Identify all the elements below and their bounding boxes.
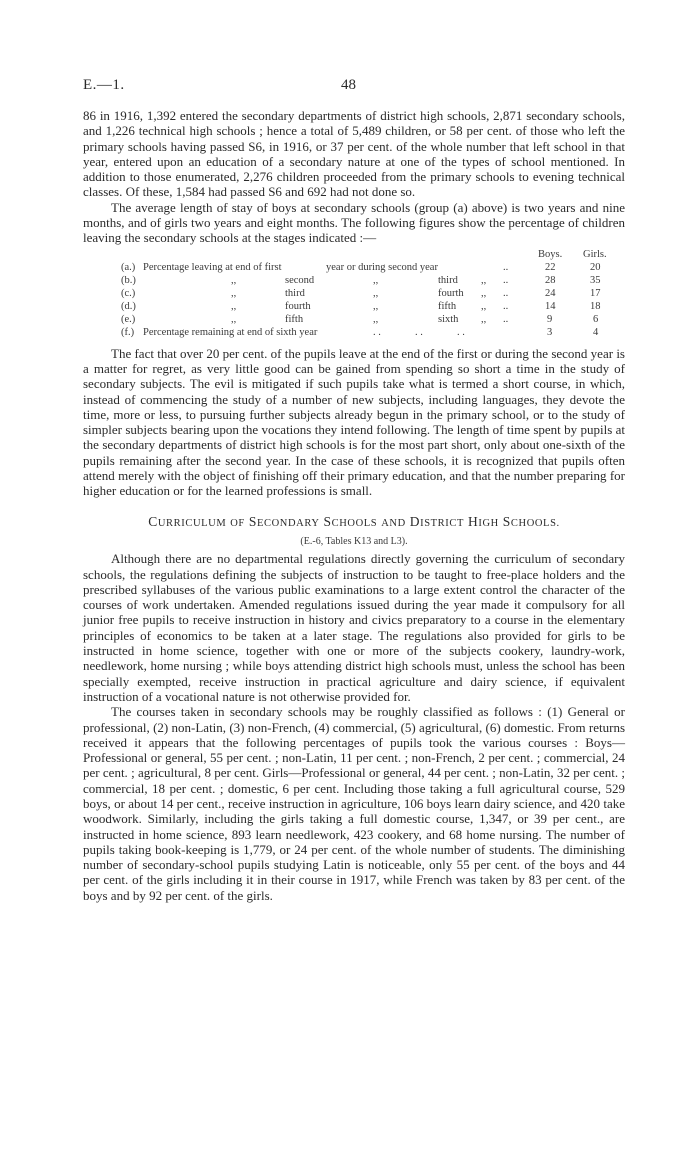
page-number: 48: [341, 77, 356, 93]
row-text: Percentage leaving at end of first: [143, 261, 282, 273]
table-row: [83, 274, 625, 287]
row-dots: . . . . . .: [373, 326, 465, 338]
heading-word: [468, 514, 499, 529]
heading-word: [249, 514, 320, 529]
ditto-mark: ,,: [231, 313, 237, 325]
section-heading: [83, 514, 625, 531]
row-text: sixth: [438, 313, 459, 325]
heading-word: [230, 514, 245, 529]
ditto-mark: ,,: [373, 274, 379, 286]
girls-value: 17: [590, 287, 601, 299]
heading-letters: S: [502, 513, 511, 529]
row-text: fifth: [285, 313, 304, 325]
row-label: (b.): [121, 274, 136, 286]
ditto-mark: ,,: [373, 313, 379, 325]
heading-letters: D: [409, 513, 421, 529]
heading-word: [324, 514, 378, 529]
heading-letters: CHOOLS.: [510, 517, 560, 529]
report-reference: E.—1.: [83, 77, 125, 93]
ditto-mark: ,,: [373, 300, 379, 312]
row-text: fourth: [438, 287, 464, 299]
row-dots: ..: [503, 313, 509, 325]
boys-value: 24: [545, 287, 556, 299]
table-row: [83, 287, 625, 300]
row-label: (e.): [121, 313, 136, 325]
heading-letters: OF: [230, 517, 245, 529]
table-row: [83, 261, 625, 274]
document-page: [83, 78, 625, 903]
paragraph-regulations: Although there are no departmental regulations directly governing the curriculum of secondary schools, the regulations defining the subjects of instruction to be taught to free-place holders and the prescribed syllabuses of the various public examinations to a large extent control the character of the courses of work undertaken. Amended regulations issued during the year made it compulsory for all junior free pupils to receive instruction in history and civics preparatory to a course in the elementary principles of economics to be taken at a later stage. The regulations also provided for girls to be instructed in home science, together with one or more of the subjects cookery, laundry-work, needlework, home nursing ; while boys attending district high schools must, unless the school has been specially exempted, receive instruction in practical agriculture and dairy science, if equivalent instruction of a vocational nature is not otherwise provided for.: [83, 551, 625, 704]
column-header-boys: Boys.: [538, 248, 563, 260]
heading-letters: S: [323, 513, 332, 529]
heading-letters: ISTRICT: [420, 517, 464, 529]
paragraph-length-of-stay: The average length of stay of boys at secondary schools (group (a) above) is two years and nine months, and of girls two years and eight months. The following figures show the percentage of children leaving the secondary schools at the stages indicated :—: [83, 199, 625, 246]
row-label: (d.): [121, 300, 136, 312]
ditto-mark: ,,: [231, 300, 237, 312]
heading-letters: URRICULUM: [157, 517, 227, 529]
ditto-mark: ,,: [481, 313, 487, 325]
row-text: third: [438, 274, 458, 286]
section-reference: (E.-6, Tables K13 and L3).: [300, 535, 408, 547]
ditto-mark: ,,: [481, 274, 487, 286]
paragraph-enrolment: 86 in 1916, 1,392 entered the secondary departments of district high schools, 2,871 secondary schools, and 1,226 technical high schools ; hence a total of 5,489 children, or 58 per cent. of those who left the primary schools having passed S6, in 1916, or 37 per cent. of the whole number that left school in that year, entered upon an education of a secondary nature at one of the types of school mentioned. In addition to those enumerated, 2,276 children proceeded from the primary schools to evening technical classes. Of these, 1,584 had passed S6 and 692 had not done so.: [83, 108, 625, 200]
ditto-mark: ,,: [231, 274, 237, 286]
heading-letters: ECONDARY: [256, 517, 320, 529]
heading-letters: AND: [381, 517, 406, 529]
girls-value: 35: [590, 274, 601, 286]
boys-value: 22: [545, 261, 556, 273]
ditto-mark: ,,: [231, 287, 237, 299]
leaving-percentages-table: [83, 248, 625, 346]
paragraph-courses: The courses taken in secondary schools may be roughly classified as follows : (1) General or professional, (2) non-Latin, (3) non-French, (4) commercial, (5) agricultural, (6) domestic. From returns received it appears that the following percentages of pupils took the various courses : Boys—Professional or general, 55 per cent. ; non-Latin, 11 per cent. ; non-French, 2 per cent. ; commercial, 24 per cent. ; agricultural, 8 per cent. Girls—Professional or general, 44 per cent. ; non-Latin, 32 per cent. ; commercial, 18 per cent. ; domestic, 6 per cent. Including those taking a full agricultural course, 529 boys, or about 14 per cent., receive instruction in agriculture, 106 boys learn dairy science, and 420 take woodwork. Similarly, including the girls taking a full domestic course, 1,347, or 39 per cent., are instructed in home science, 893 learn needlework, 423 cookery, and 68 home nursing. The number of pupils taking book-keeping is 1,779, or 24 per cent. of the whole number of students. The diminishing number of secondary-school pupils studying Latin is noticeable, only 55 per cent. of the boys and 44 per cent. of the girls including it in their course in 1917, while French was taken by 83 per cent. of the boys and by 92 per cent. of the girls.: [83, 704, 625, 903]
heading-word: [503, 514, 560, 529]
girls-value: 6: [593, 313, 599, 325]
girls-value: 18: [590, 300, 601, 312]
heading-letters: H: [467, 513, 479, 529]
row-dots: ..: [503, 300, 509, 312]
boys-value: 28: [545, 274, 556, 286]
table-row: [83, 313, 625, 326]
boys-value: 9: [547, 313, 553, 325]
girls-value: 4: [593, 326, 599, 338]
ditto-mark: ,,: [481, 287, 487, 299]
row-dots: ..: [503, 287, 509, 299]
row-text: third: [285, 287, 305, 299]
ditto-mark: ,,: [481, 300, 487, 312]
heading-word: [410, 514, 464, 529]
girls-value: 20: [590, 261, 601, 273]
heading-letters: IGH: [478, 517, 499, 529]
heading-letters: S: [248, 513, 257, 529]
table-row: [83, 300, 625, 313]
heading-word: [381, 514, 406, 529]
boys-value: 3: [547, 326, 553, 338]
heading-letters: C: [148, 513, 158, 529]
row-text: fourth: [285, 300, 311, 312]
table-row: [83, 326, 625, 339]
row-text: Percentage remaining at end of sixth year: [143, 326, 318, 338]
ditto-mark: ,,: [373, 287, 379, 299]
page-header: [83, 78, 625, 98]
row-label: (c.): [121, 287, 136, 299]
column-header-girls: Girls.: [583, 248, 607, 260]
row-dots: ..: [503, 274, 509, 286]
paragraph-early-leavers: The fact that over 20 per cent. of the pupils leave at the end of the first or during the second year is a matter for regret, as very little good can be gained from spending so short a time in the study of secondary subjects. The evil is mitigated if such pupils take what is termed a short course, in which, instead of commencing the study of a number of new subjects, including languages, they devote the time, more or less, to pursuing further subjects already begun in the primary school, or to the study of simpler subjects bearing upon the vocations they intend following. The length of time spent by pupils at the secondary departments of district high schools is for the most part short, only about one-sixth of the pupils remaining after the second year. In the case of these schools, it is recognized that pupils often attend merely with the object of finishing off their primary education, and that the number preparing for higher education or for the learned professions is small.: [83, 345, 625, 499]
heading-letters: CHOOLS: [331, 517, 378, 529]
row-text: year or during second year: [326, 261, 438, 273]
boys-value: 14: [545, 300, 556, 312]
row-label: (f.): [121, 326, 135, 338]
row-label: (a.): [121, 261, 136, 273]
row-text: second: [285, 274, 315, 286]
row-text: fifth: [438, 300, 457, 312]
row-dots: ..: [503, 261, 509, 273]
table-header-row: [83, 248, 625, 261]
heading-word: [148, 514, 226, 529]
